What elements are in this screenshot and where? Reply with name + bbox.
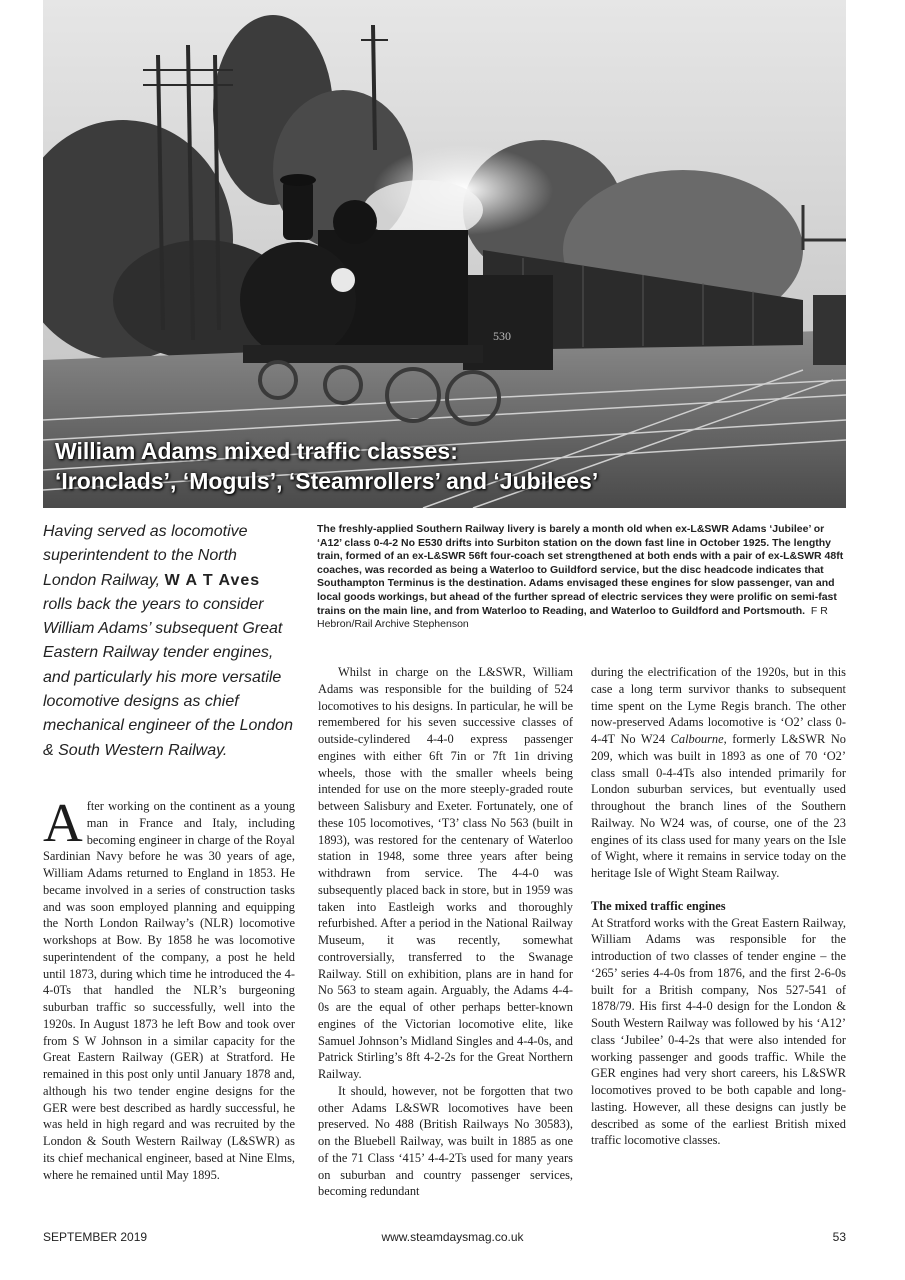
caption-text: The freshly-applied Southern Railway livery is barely a month old when ex-L&SWR Adams ‘Jubilee’ or ‘A12’ class 0-4-2 No E530 drifts into Surbiton station on the down fast line in October 1925. The lengthy train, formed of an ex-L&SWR 56ft four-coach set strengthened at both ends with a pair of ex-L&SWR 48ft coaches, was recorded as being a Waterloo to Guildford service, but the disc headcode indicates that Southampton Terminus is the destination. Adams envisaged these engines for slow passenger, van and local goods workings, but ahead of the further spread of electric services they were prolific on semi-fast trains on the main line, and from Waterloo to Reading, and Waterloo to Guildford and Portsmouth. (317, 523, 844, 617)
article-headline (55, 436, 836, 496)
section-subheading: The mixed traffic engines (591, 898, 726, 913)
body-paragraph-4b: formerly L&SWR No 209, which was built in 1893 as one of 70 ‘O2’ class small 0-4-4Ts also intended primarily for London suburban services, but eventually used throughout the branch lines of the Southern Railway. No W24 was, of course, one of the 23 engines of its class used for many years on the Isle of Wight, where it remains in service today on the heritage Isle of Wight Steam Railway. (591, 732, 846, 880)
body-paragraph-2: Whilst in charge on the L&SWR, William Adams was responsible for the building of 524 locomotives to his designs. In particular, he will be remembered for his seven successive classes of outside-cylindered 4-4-0 express passenger engines with either 6ft 7in or 7ft 1in driving wheels, those with the smaller wheels being intended for use on the more steeply-graded route between Salisbury and Exeter. Fortunately, one of these 105 locomotives, ‘T3’ class No 563 (built in 1893), was restored for the centenary of Waterloo station in 1948, some three years after being withdrawn from service. The 4-4-0 was subsequently placed back in store, but in 1959 was taken into Eastleigh works and thoroughly refurbished. After a period in the National Railway Museum, it was recently, somewhat controversially, transferred to the Swanage Railway. Still on exhibition, plans are in hand for No 563 to steam again. Arguably, the Adams 4-4-0s are the equal of other perhaps better-known engines of the Victorian locomotive elite, like Samuel Johnson’s Midland Singles and 4-4-0s, and Patrick Stirling’s 8ft 4-2-2s for the Great Northern Railway. (318, 665, 573, 1081)
locomotive-photo-illustration (43, 0, 846, 508)
page-number: 53 (832, 1230, 846, 1244)
headline-line-2: ‘Ironclads’, ‘Moguls’, ‘Steamrollers’ and ‘Jubilees’ (55, 468, 599, 494)
body-paragraph-5: At Stratford works with the Great Eastern Railway, William Adams was responsible for the introduction of two classes of tender engine – the ‘265’ series 4-4-0s from 1876, and the first 2-6-0s built for a British company, Nos 527-541 of 1878/79. His first 4-4-0 design for the London & South Western Railway was followed by his ‘A12’ class ‘Jubilee’ 0-4-2s that were also intended for working passenger and goods traffic. While the GER engines had very short careers, his L&SWR locomotives proved to be both capable and long-lasting. However, all these designs can justly be described as some of the earliest British mixed traffic locomotive classes. (591, 915, 846, 1148)
body-paragraph-1-text: fter working on the continent as a young man in France and Italy, including becoming engineer in charge of the Royal Sardinian Navy before he was 30 years of age, William Adams returned to England in 1853. He became involved in a series of construction tasks and was soon employed planning and equipping the North London Railway’s (NLR) locomotive workshops at Bow. By 1858 he was locomotive superintendent of the company, a post he held until 1873, during which time he introduced the 4-4-0Ts that handled the NLR’s burgeoning suburban traffic so successfully, well into the 1920s. In August 1873 he left Bow and took over from S W Johnson in a similar capacity for the Great Eastern Railway (GER) at Stratford. He remained in this post only until January 1878 and, although his two tender engine designs for the GER were best described as hardly successful, he was held in high regard and was recruited by the London & South Western Railway (L&SWR) as its chief mechanical engineer, based at Nine Elms, where he remained until May 1895. (43, 799, 295, 1182)
photo-credit: F R Hebron/Rail Archive Stephenson (317, 604, 828, 631)
author-name: W A T Aves (164, 571, 261, 589)
body-column-1 (43, 792, 295, 1183)
headline-line-1: William Adams mixed traffic classes: (55, 438, 458, 464)
standfirst-post: rolls back the years to consider William Adams’ subsequent Great Eastern Railway tender engines, and particularly his more versatile locomotive designs as chief mechanical engineer of the London & South Western Railway. (43, 595, 293, 759)
website-url: www.steamdaysmag.co.uk (381, 1230, 524, 1244)
issue-date: SEPTEMBER 2019 (43, 1230, 148, 1244)
body-column-2 (318, 664, 573, 1200)
standfirst (43, 520, 293, 763)
locomotive-name: Calbourne, (670, 732, 727, 746)
body-paragraph-3: It should, however, not be forgotten that two other Adams L&SWR locomotives have been preserved. No 488 (British Railways No 30583), on the Bluebell Railway, was built in 1885 as one of the 71 Class ‘415’ 4-4-2Ts used for many years on suburban and country passenger services, becoming redundant (318, 1083, 573, 1199)
body-column-3 (591, 664, 846, 1149)
hero-photo (43, 0, 846, 508)
drop-cap: A (43, 792, 83, 853)
body-paragraph (43, 792, 295, 1183)
svg-text:530: 530 (493, 329, 511, 343)
photo-caption (317, 523, 849, 632)
body-paragraph-4 (591, 664, 846, 882)
standfirst-pre: Having served as locomotive superintendent to the North London Railway, (43, 523, 248, 589)
body-paragraph-4a: during the electrification of the 1920s, but in this case a long term survivor thanks to subsequent time spent on the Lyme Regis branch. The other now-preserved Adams locomotive is ‘O2’ class 0-4-4T No W24 (591, 665, 846, 746)
